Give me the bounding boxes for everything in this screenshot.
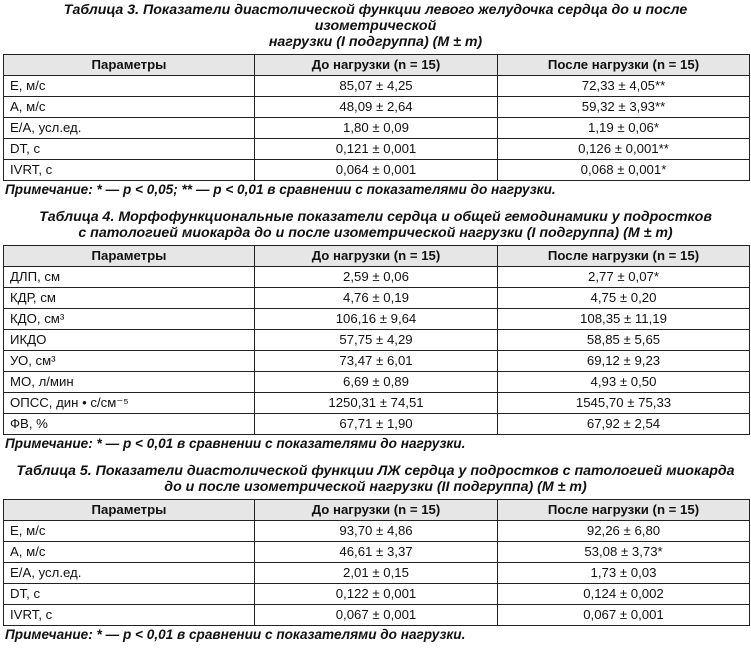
table-header-row <box>4 500 750 521</box>
table-4-block <box>1 209 750 452</box>
note-text: * — p < 0,01 в сравнении с показателями до нагрузки. <box>92 436 466 451</box>
parameter-cell: E, м/с <box>4 76 255 97</box>
table-5-caption <box>1 463 750 495</box>
table-4-caption-line-1: Таблица 4. Морфофункциональные показатели сердца и общей гемодинамики у подростков <box>39 209 712 225</box>
table-row <box>4 414 750 435</box>
before-value-cell: 46,61 ± 3,37 <box>255 542 498 563</box>
table-5-note <box>5 627 750 643</box>
after-value-cell: 67,92 ± 2,54 <box>498 414 750 435</box>
before-value-cell: 48,09 ± 2,64 <box>255 97 498 118</box>
table-header-row <box>4 55 750 76</box>
table-row <box>4 330 750 351</box>
before-value-cell: 0,121 ± 0,001 <box>255 139 498 160</box>
parameter-cell: E, м/с <box>4 521 255 542</box>
table-row <box>4 372 750 393</box>
table-5-caption-line-1: Таблица 5. Показатели диастолической функции ЛЖ сердца у подростков с патологией миокарда <box>16 463 735 479</box>
parameter-cell: ИКДО <box>4 330 255 351</box>
column-header-parameters: Параметры <box>4 500 255 521</box>
after-value-cell: 59,32 ± 3,93** <box>498 97 750 118</box>
note-label: Примечание: <box>5 182 93 197</box>
before-value-cell: 93,70 ± 4,86 <box>255 521 498 542</box>
table-row <box>4 139 750 160</box>
after-value-cell: 58,85 ± 5,65 <box>498 330 750 351</box>
table-row <box>4 288 750 309</box>
table-row <box>4 393 750 414</box>
before-value-cell: 57,75 ± 4,29 <box>255 330 498 351</box>
before-value-cell: 2,01 ± 0,15 <box>255 563 498 584</box>
after-value-cell: 53,08 ± 3,73* <box>498 542 750 563</box>
before-value-cell: 85,07 ± 4,25 <box>255 76 498 97</box>
column-header-after-load: После нагрузки (n = 15) <box>498 246 750 267</box>
parameter-cell: E/A, усл.ед. <box>4 563 255 584</box>
after-value-cell: 108,35 ± 11,19 <box>498 309 750 330</box>
after-value-cell: 1,73 ± 0,03 <box>498 563 750 584</box>
column-header-before-load: До нагрузки (n = 15) <box>255 500 498 521</box>
parameter-cell: КДР, см <box>4 288 255 309</box>
table-row <box>4 118 750 139</box>
before-value-cell: 1250,31 ± 74,51 <box>255 393 498 414</box>
after-value-cell: 92,26 ± 6,80 <box>498 521 750 542</box>
table-4 <box>3 245 750 435</box>
table-3-block <box>1 0 750 198</box>
parameter-cell: DT, с <box>4 139 255 160</box>
table-3-caption-line-2: нагрузки (I подгруппа) (M ± m) <box>268 34 483 50</box>
before-value-cell: 0,122 ± 0,001 <box>255 584 498 605</box>
parameter-cell: ФВ, % <box>4 414 255 435</box>
after-value-cell: 0,068 ± 0,001* <box>498 160 750 181</box>
column-header-parameters: Параметры <box>4 55 255 76</box>
table-row <box>4 97 750 118</box>
column-header-parameters: Параметры <box>4 246 255 267</box>
before-value-cell: 2,59 ± 0,06 <box>255 267 498 288</box>
after-value-cell: 0,126 ± 0,001** <box>498 139 750 160</box>
table-4-caption-line-2: с патологией миокарда до и после изометрической нагрузки (I подгруппа) (M ± m) <box>78 225 673 241</box>
note-label: Примечание: <box>5 436 93 451</box>
table-row <box>4 584 750 605</box>
table-4-caption <box>1 209 750 241</box>
parameter-cell: A, м/с <box>4 97 255 118</box>
table-5-block <box>1 463 750 643</box>
column-header-after-load: После нагрузки (n = 15) <box>498 500 750 521</box>
table-row <box>4 521 750 542</box>
parameter-cell: DT, с <box>4 584 255 605</box>
before-value-cell: 4,76 ± 0,19 <box>255 288 498 309</box>
note-label: Примечание: <box>5 627 93 642</box>
after-value-cell: 1,19 ± 0,06* <box>498 118 750 139</box>
parameter-cell: E/A, усл.ед. <box>4 118 255 139</box>
before-value-cell: 6,69 ± 0,89 <box>255 372 498 393</box>
after-value-cell: 4,75 ± 0,20 <box>498 288 750 309</box>
after-value-cell: 2,77 ± 0,07* <box>498 267 750 288</box>
before-value-cell: 106,16 ± 9,64 <box>255 309 498 330</box>
after-value-cell: 72,33 ± 4,05** <box>498 76 750 97</box>
before-value-cell: 0,064 ± 0,001 <box>255 160 498 181</box>
parameter-cell: IVRT, с <box>4 605 255 626</box>
table-4-note <box>5 436 750 452</box>
column-header-before-load: До нагрузки (n = 15) <box>255 246 498 267</box>
parameter-cell: КДО, см³ <box>4 309 255 330</box>
after-value-cell: 0,124 ± 0,002 <box>498 584 750 605</box>
table-row <box>4 160 750 181</box>
parameter-cell: МО, л/мин <box>4 372 255 393</box>
table-3-note <box>5 182 750 198</box>
before-value-cell: 67,71 ± 1,90 <box>255 414 498 435</box>
table-row <box>4 351 750 372</box>
table-row <box>4 309 750 330</box>
column-header-before-load: До нагрузки (n = 15) <box>255 55 498 76</box>
table-header-row <box>4 246 750 267</box>
table-row <box>4 76 750 97</box>
table-row <box>4 267 750 288</box>
table-3-caption <box>1 0 750 50</box>
table-row <box>4 563 750 584</box>
column-header-after-load: После нагрузки (n = 15) <box>498 55 750 76</box>
parameter-cell: A, м/с <box>4 542 255 563</box>
table-3-caption-line-1: Таблица 3. Показатели диастолической функции левого желудочка сердца до и после изометрической <box>63 2 688 34</box>
parameter-cell: ДЛП, см <box>4 267 255 288</box>
before-value-cell: 73,47 ± 6,01 <box>255 351 498 372</box>
table-row <box>4 605 750 626</box>
table-row <box>4 542 750 563</box>
after-value-cell: 1545,70 ± 75,33 <box>498 393 750 414</box>
note-text: * — p < 0,05; ** — p < 0,01 в сравнении с показателями до нагрузки. <box>92 182 556 197</box>
after-value-cell: 69,12 ± 9,23 <box>498 351 750 372</box>
parameter-cell: IVRT, с <box>4 160 255 181</box>
after-value-cell: 0,067 ± 0,001 <box>498 605 750 626</box>
parameter-cell: ОПСС, дин • с/см⁻⁵ <box>4 393 255 414</box>
note-text: * — p < 0,01 в сравнении с показателями до нагрузки. <box>92 627 466 642</box>
table-5-caption-line-2: до и после изометрической нагрузки (II подгруппа) (M ± m) <box>164 479 587 495</box>
before-value-cell: 0,067 ± 0,001 <box>255 605 498 626</box>
table-3 <box>3 54 750 181</box>
table-5 <box>3 499 750 626</box>
before-value-cell: 1,80 ± 0,09 <box>255 118 498 139</box>
parameter-cell: УО, см³ <box>4 351 255 372</box>
after-value-cell: 4,93 ± 0,50 <box>498 372 750 393</box>
